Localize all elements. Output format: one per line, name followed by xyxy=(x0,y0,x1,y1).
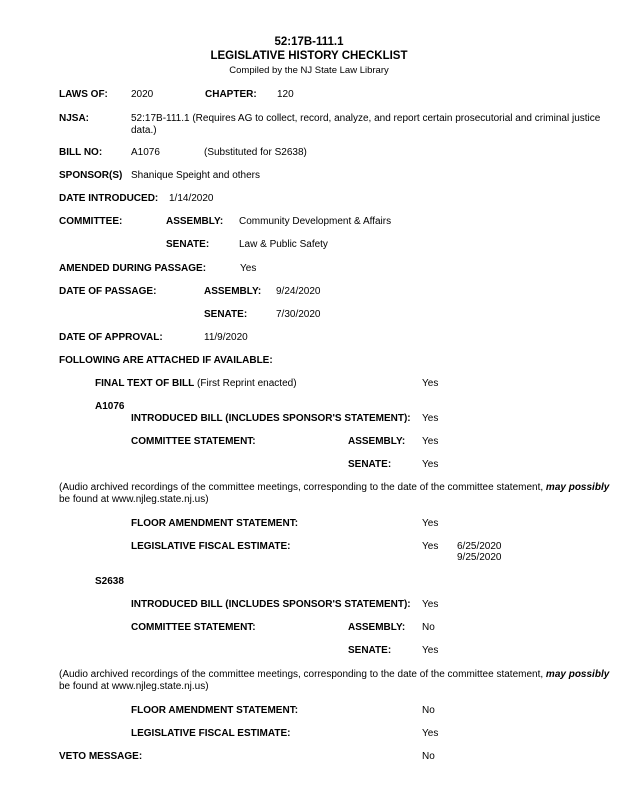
passage-assembly-label: ASSEMBLY: xyxy=(204,286,262,297)
committee-assembly-label: ASSEMBLY: xyxy=(166,216,224,227)
page-title: LEGISLATIVE HISTORY CHECKLIST xyxy=(210,50,408,62)
committee-label: COMMITTEE: xyxy=(59,216,123,227)
laws-of-value: 2020 xyxy=(131,89,154,100)
s2638-assembly-value: No xyxy=(422,622,435,633)
s2638-assembly-label: ASSEMBLY: xyxy=(348,622,406,633)
sponsors-label: SPONSOR(S) xyxy=(59,170,123,181)
committee-assembly-value: Community Development & Affairs xyxy=(239,216,392,227)
a1076-senate-value: Yes xyxy=(422,459,439,470)
final-text-value: Yes xyxy=(422,378,439,389)
a1076-audio-emphasis: may possibly xyxy=(545,482,610,493)
bill-a1076-heading: A1076 xyxy=(95,401,125,412)
a1076-committee-label: COMMITTEE STATEMENT: xyxy=(131,436,256,447)
veto-label: VETO MESSAGE: xyxy=(59,751,143,762)
a1076-fiscal-value: Yes xyxy=(422,541,439,552)
a1076-floor-value: Yes xyxy=(422,518,439,529)
s2638-audio-post: be found at www.njleg.state.nj.us) xyxy=(59,681,209,692)
bill-s2638-heading: S2638 xyxy=(95,576,124,587)
final-text-note: (First Reprint enacted) xyxy=(194,378,297,389)
a1076-introduced-value: Yes xyxy=(422,413,439,424)
passage-assembly-value: 9/24/2020 xyxy=(276,286,321,297)
final-text-row xyxy=(95,378,297,390)
date-of-approval-label: DATE OF APPROVAL: xyxy=(59,332,163,343)
s2638-floor-label: FLOOR AMENDMENT STATEMENT: xyxy=(131,705,299,716)
attached-heading: FOLLOWING ARE ATTACHED IF AVAILABLE: xyxy=(59,355,273,366)
committee-senate-label: SENATE: xyxy=(166,239,210,250)
a1076-fiscal-date-2: 9/25/2020 xyxy=(457,552,502,563)
amended-value: Yes xyxy=(240,263,257,274)
a1076-audio-note xyxy=(59,482,609,494)
laws-of-label: LAWS OF: xyxy=(59,89,108,100)
a1076-audio-pre: (Audio archived recordings of the committee meetings, corresponding to the date of the committee statement, xyxy=(59,482,546,493)
statute-number: 52:17B-111.1 xyxy=(274,36,344,48)
s2638-senate-label: SENATE: xyxy=(348,645,392,656)
s2638-committee-label: COMMITTEE STATEMENT: xyxy=(131,622,256,633)
bill-no-label: BILL NO: xyxy=(59,147,103,158)
passage-senate-label: SENATE: xyxy=(204,309,248,320)
a1076-fiscal-label: LEGISLATIVE FISCAL ESTIMATE: xyxy=(131,541,291,552)
a1076-introduced-label: INTRODUCED BILL (INCLUDES SPONSOR'S STATEMENT): xyxy=(131,413,411,424)
final-text-label: FINAL TEXT OF BILL xyxy=(95,378,195,389)
s2638-introduced-label: INTRODUCED BILL (INCLUDES SPONSOR'S STATEMENT): xyxy=(131,599,411,610)
a1076-assembly-value: Yes xyxy=(422,436,439,447)
s2638-audio-pre: (Audio archived recordings of the committee meetings, corresponding to the date of the committee statement, xyxy=(59,669,546,680)
sponsors-value: Shanique Speight and others xyxy=(131,170,260,181)
date-introduced-value: 1/14/2020 xyxy=(169,193,214,204)
page-subtitle: Compiled by the NJ State Law Library xyxy=(229,65,389,76)
veto-value: No xyxy=(422,751,435,762)
date-of-passage-label: DATE OF PASSAGE: xyxy=(59,286,157,297)
a1076-audio-post: be found at www.njleg.state.nj.us) xyxy=(59,494,209,505)
s2638-senate-value: Yes xyxy=(422,645,439,656)
s2638-fiscal-label: LEGISLATIVE FISCAL ESTIMATE: xyxy=(131,728,291,739)
bill-no-note: (Substituted for S2638) xyxy=(204,147,307,158)
passage-senate-value: 7/30/2020 xyxy=(276,309,321,320)
s2638-floor-value: No xyxy=(422,705,435,716)
a1076-fiscal-date-1: 6/25/2020 xyxy=(457,541,502,552)
njsa-value: 52:17B-111.1 (Requires AG to collect, record, analyze, and report certain prosecutorial and criminal justice data.) xyxy=(131,113,601,136)
chapter-label: CHAPTER: xyxy=(205,89,257,100)
bill-no-value: A1076 xyxy=(131,147,160,158)
date-of-approval-value: 11/9/2020 xyxy=(204,332,248,343)
njsa-label: NJSA: xyxy=(59,113,90,124)
a1076-floor-label: FLOOR AMENDMENT STATEMENT: xyxy=(131,518,299,529)
a1076-senate-label: SENATE: xyxy=(348,459,392,470)
s2638-fiscal-value: Yes xyxy=(422,728,439,739)
committee-senate-value: Law & Public Safety xyxy=(239,239,328,250)
s2638-introduced-value: Yes xyxy=(422,599,439,610)
chapter-value: 120 xyxy=(277,89,294,100)
s2638-audio-note xyxy=(59,669,609,681)
s2638-audio-emphasis: may possibly xyxy=(545,669,610,680)
amended-label: AMENDED DURING PASSAGE: xyxy=(59,263,207,274)
date-introduced-label: DATE INTRODUCED: xyxy=(59,193,159,204)
a1076-assembly-label: ASSEMBLY: xyxy=(348,436,406,447)
